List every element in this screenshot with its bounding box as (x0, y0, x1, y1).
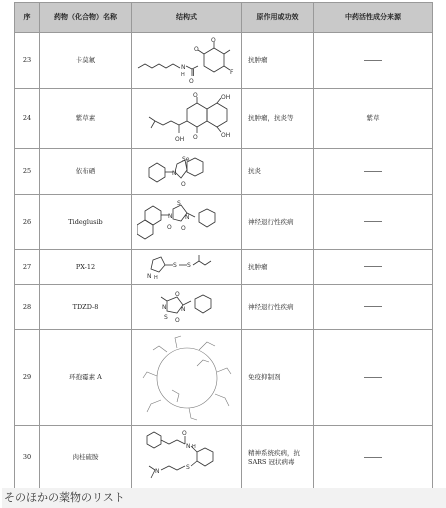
carmofur-structure-image (134, 36, 240, 86)
table-row (15, 426, 433, 490)
effect: 神经退行性疾病 (242, 195, 314, 250)
cyclosporin-structure-image (137, 332, 237, 424)
ebselen-label-n: N (171, 169, 176, 177)
structure-cinanserin (132, 426, 242, 490)
table-row (15, 149, 433, 195)
source (314, 426, 433, 490)
header-effect: 原作用或功效 (242, 3, 314, 33)
row-number: 29 (15, 330, 40, 426)
effect: 免疫抑制剂 (242, 330, 314, 426)
shikonin-structure-image (137, 91, 237, 147)
header-structure: 结构式 (132, 3, 242, 33)
table-header-row (15, 3, 433, 33)
tideglusib-structure-image (137, 197, 237, 247)
header-drug-name: 药物（化合物）名称 (40, 3, 132, 33)
drug-name: 环孢霉素 A (40, 330, 132, 426)
ebselen-label-o: O (180, 180, 186, 188)
row-number: 28 (15, 285, 40, 330)
source: 紫草 (314, 89, 433, 149)
carmofur-label-h: H (180, 71, 185, 78)
source (314, 330, 433, 426)
effect: 神经退行性疾病 (242, 285, 314, 330)
px12-label-s2: S (186, 262, 191, 269)
cinanserin-label-n1: N (185, 442, 190, 450)
tdzd8-structure-image (137, 287, 237, 327)
empty-dash (364, 457, 382, 458)
source (314, 33, 433, 89)
table-row (15, 33, 433, 89)
tideglusib-label-n1: N (167, 213, 172, 220)
empty-dash (364, 221, 382, 222)
effect: 精神系统疾病，抗SARS 冠状病毒 (242, 426, 314, 490)
cinanserin-label-o: O (181, 429, 187, 437)
empty-dash (364, 306, 382, 307)
shikonin-label-oh2: OH (220, 131, 230, 139)
drug-table (14, 2, 433, 490)
cinanserin-label-s: S (185, 463, 190, 471)
tideglusib-label-o2: O (180, 225, 186, 232)
cinanserin-label-h: H (191, 443, 196, 450)
tdzd8-label-n2: N (180, 306, 185, 313)
structure-ebselen (132, 149, 242, 195)
drug-name: 紫草素 (40, 89, 132, 149)
row-number: 24 (15, 89, 40, 149)
px12-label-s1: S (172, 262, 177, 269)
drug-name: Tideglusib (40, 195, 132, 250)
px12-label-h: H (153, 275, 158, 281)
cinanserin-structure-image (137, 428, 237, 488)
tideglusib-label-o1: O (166, 224, 172, 231)
ebselen-structure-image (137, 152, 237, 192)
effect: 抗肿瘤 (242, 33, 314, 89)
effect: 抗炎 (242, 149, 314, 195)
effect: 抗肿瘤，抗炎等 (242, 89, 314, 149)
carmofur-label-o1: O (188, 77, 194, 85)
structure-cyclosporin-a (132, 330, 242, 426)
empty-dash (364, 266, 382, 267)
shikonin-label-oh3: OH (174, 135, 184, 143)
source (314, 195, 433, 250)
row-number: 23 (15, 33, 40, 89)
structure-px12 (132, 250, 242, 285)
source (314, 250, 433, 285)
drug-name: PX-12 (40, 250, 132, 285)
table-row (15, 330, 433, 426)
row-number: 27 (15, 250, 40, 285)
empty-dash (364, 377, 382, 378)
shikonin-label-o2: O (192, 133, 198, 141)
tdzd8-label-o2: O (174, 317, 180, 324)
tdzd8-label-n1: N (161, 304, 166, 311)
tideglusib-label-s: S (176, 200, 181, 207)
row-number: 25 (15, 149, 40, 195)
source (314, 285, 433, 330)
source (314, 149, 433, 195)
table-row (15, 89, 433, 149)
carmofur-label-n: N (180, 63, 185, 71)
carmofur-label-o2: O (193, 45, 199, 53)
table-row (15, 195, 433, 250)
row-number: 30 (15, 426, 40, 490)
drug-name: 卡莫氟 (40, 33, 132, 89)
drug-name: 依布硒 (40, 149, 132, 195)
table-row (15, 250, 433, 285)
row-number: 26 (15, 195, 40, 250)
tdzd8-label-o1: O (174, 291, 180, 298)
tideglusib-label-n2: N (184, 214, 189, 221)
table-row (15, 285, 433, 330)
empty-dash (364, 171, 382, 172)
header-index: 序 (15, 3, 40, 33)
drug-name: 肉桂硫胺 (40, 426, 132, 490)
structure-tideglusib (132, 195, 242, 250)
drug-name: TDZD-8 (40, 285, 132, 330)
empty-dash (364, 60, 382, 61)
carmofur-label-o3: O (210, 36, 216, 44)
structure-shikonin (132, 89, 242, 149)
image-caption: そのほかの薬物のリスト (2, 488, 446, 508)
cinanserin-label-n2: N (154, 467, 159, 475)
shikonin-label-o1: O (192, 91, 198, 99)
px12-label-n: N (146, 273, 151, 280)
document-page (14, 2, 432, 490)
tdzd8-label-s: S (163, 314, 168, 321)
effect: 抗肿瘤 (242, 250, 314, 285)
carmofur-label-f: F (229, 68, 233, 76)
header-source: 中药活性成分来源 (314, 3, 433, 33)
structure-carmofur (132, 33, 242, 89)
ebselen-label-se: Se (181, 155, 189, 163)
structure-tdzd8 (132, 285, 242, 330)
shikonin-label-oh1: OH (220, 93, 230, 101)
px12-structure-image (137, 252, 237, 282)
